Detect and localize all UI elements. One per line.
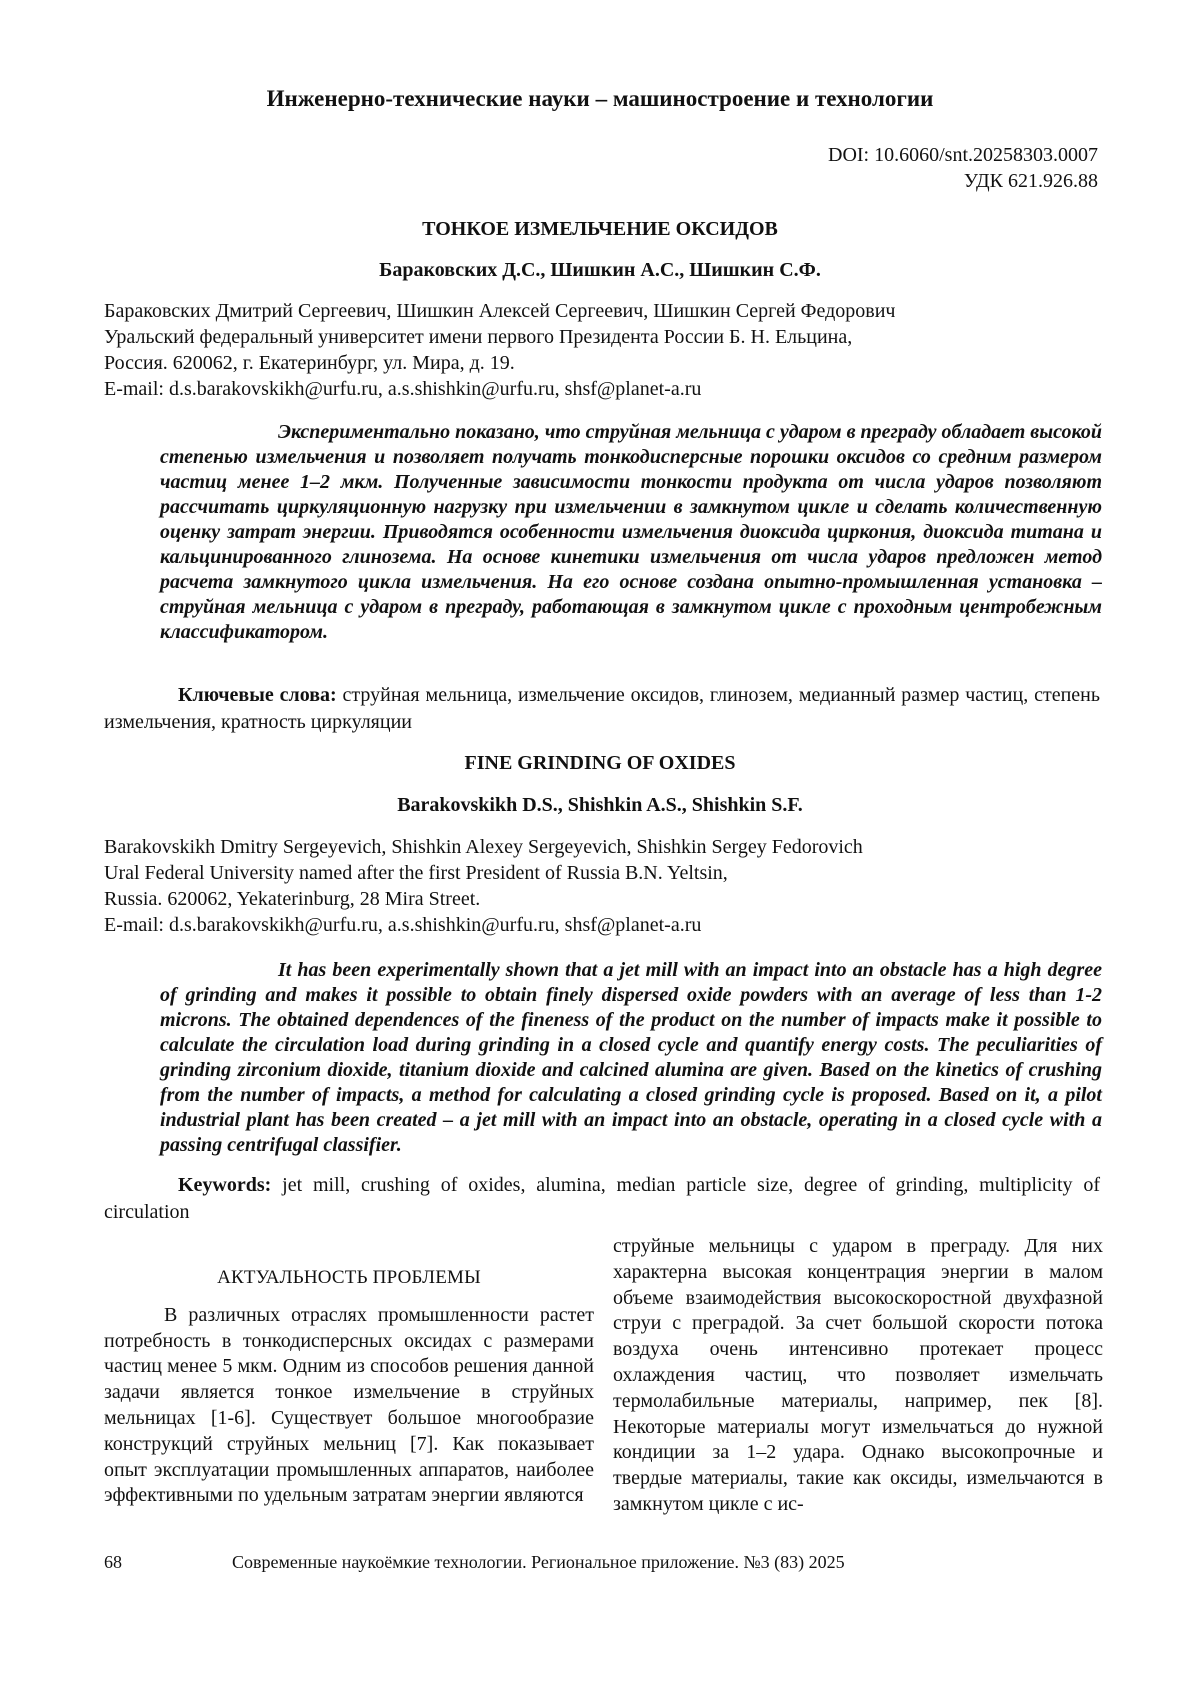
article-identifiers bbox=[828, 142, 1098, 194]
page-number: 68 bbox=[104, 1552, 122, 1572]
ru-university: Уральский федеральный университет имени первого Президента России Б. Н. Ельцина, bbox=[104, 326, 853, 348]
journal-title: Современные наукоёмкие технологии. Региональное приложение. №3 (83) 2025 bbox=[232, 1552, 845, 1572]
ru-author-names: Бараковских Дмитрий Сергеевич, Шишкин Алексей Сергеевич, Шишкин Сергей Федорович bbox=[104, 300, 896, 322]
en-author-names: Barakovskikh Dmitry Sergeyevich, Shishkin Alexey Sergeyevich, Shishkin Sergey Fedorovich bbox=[104, 836, 863, 858]
body-right-column bbox=[613, 1234, 1103, 1518]
doi[interactable]: DOI: 10.6060/snt.20258303.0007 bbox=[828, 144, 1098, 166]
section-header: Инженерно-технические науки – машиностроение и технологии bbox=[266, 86, 934, 111]
en-university: Ural Federal University named after the first President of Russia B.N. Yeltsin, bbox=[104, 862, 728, 884]
udk: УДК 621.926.88 bbox=[963, 170, 1098, 192]
en-keywords bbox=[104, 1172, 1100, 1226]
en-affiliation bbox=[104, 834, 1104, 938]
en-authors: Barakovskikh D.S., Shishkin A.S., Shishkin S.F. bbox=[397, 794, 803, 816]
ru-authors: Бараковских Д.С., Шишкин А.С., Шишкин С.Ф. bbox=[379, 259, 821, 281]
body-left-column bbox=[104, 1265, 594, 1509]
ru-affiliation bbox=[104, 298, 1104, 402]
en-abstract: It has been experimentally shown that a jet mill with an impact into an obstacle has a high degree of grinding and makes it possible to obtain finely dispersed oxide powders with an average of less than 1-2 microns. The obtained dependences of the fineness of the product on the number of impacts make it possible to calculate the circulation load during grinding in a closed cycle and quantify energy costs. The peculiarities of grinding zirconium dioxide, titanium dioxide and calcined alumina are given. Based on the kinetics of crushing from the number of impacts, a method for calculating a closed grinding cycle is proposed. Based on it, a pilot industrial plant has been created – a jet mill with an impact into an obstacle, operating in a closed cycle with a passing centrifugal classifier. bbox=[160, 959, 1102, 1156]
ru-abstract: Экспериментально показано, что струйная мельница с ударом в преграду обладает высокой степенью измельчения и позволяет получать тонкодисперсные порошки оксидов со средним размером частиц менее 1–2 мкм. Полученные зависимости тонкости продукта от числа ударов позволяют рассчитать циркуляционную нагрузку при измельчении в замкнутом цикле и сделать количественную оценку затрат энергии. Приводятся особенности измельчения диоксида циркония, диоксида титана и кальцинированного глинозема. На основе кинетики измельчения от числа ударов предложен метод расчета замкнутого цикла измельчения. На его основе создана опытно-промышленная установка – струйная мельница с ударом в преграду, работающая в замкнутом цикле с проходным центробежным классификатором. bbox=[160, 421, 1102, 643]
ru-keywords-text: струйная мельница, измельчение оксидов, глинозем, медианный размер частиц, степень измельчения, кратность циркуляции bbox=[104, 684, 1100, 733]
ru-address: Россия. 620062, г. Екатеринбург, ул. Мира, д. 19. bbox=[104, 352, 515, 374]
ru-title: ТОНКОЕ ИЗМЕЛЬЧЕНИЕ ОКСИДОВ bbox=[422, 218, 778, 240]
ru-keywords bbox=[104, 682, 1100, 736]
body-paragraph-left: В различных отраслях промышленности растет потребность в тонкодисперсных оксидах с размерами частиц менее 5 мкм. Одним из способов решения данной задачи является тонкое измельчение в струйных мельницах [1-6]. Существует большое многообразие конструкций струйных мельниц [7]. Как показывает опыт эксплуатации промышленных аппаратов, наиболее эффективными по удельным затратам энергии являются bbox=[104, 1303, 594, 1507]
en-keywords-text: jet mill, crushing of oxides, alumina, median particle size, degree of grinding, multiplicity of circulation bbox=[104, 1174, 1100, 1223]
en-address: Russia. 620062, Yekaterinburg, 28 Mira Street. bbox=[104, 888, 481, 910]
en-keywords-label: Keywords: bbox=[178, 1174, 272, 1196]
ru-email[interactable]: E-mail: d.s.barakovskikh@urfu.ru, a.s.shishkin@urfu.ru, shsf@planet-a.ru bbox=[104, 378, 702, 400]
section-heading: АКТУАЛЬНОСТЬ ПРОБЛЕМЫ bbox=[217, 1267, 481, 1288]
ru-keywords-label: Ключевые слова: bbox=[178, 684, 337, 706]
en-email[interactable]: E-mail: d.s.barakovskikh@urfu.ru, a.s.shishkin@urfu.ru, shsf@planet-a.ru bbox=[104, 914, 702, 936]
en-title: FINE GRINDING OF OXIDES bbox=[464, 752, 736, 774]
body-paragraph-right: струйные мельницы с ударом в преграду. Для них характерна высокая концентрация энергии в малом объеме взаимодействия высокоскоростной двухфазной струи с преградой. За счет большой скорости потока воздуха очень интенсивно протекает процесс охлаждения частиц, что позволяет измельчать термолабильные материалы, например, пек [8]. Некоторые материалы могут измельчаться до нужной кондиции за 1–2 удара. Однако высокопрочные и твердые материалы, такие как оксиды, измельчаются в замкнутом цикле с ис- bbox=[613, 1235, 1103, 1515]
